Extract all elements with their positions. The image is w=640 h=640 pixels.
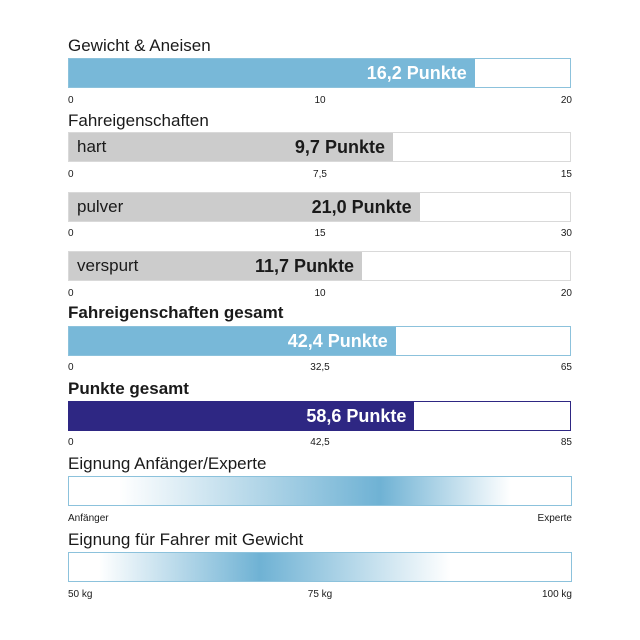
bar-total — [68, 401, 571, 431]
tick-label: 0 — [68, 288, 74, 299]
tick-label: 75 kg — [307, 589, 333, 600]
bar-weight — [68, 58, 571, 88]
chart-title-riding: Fahreigenschaften — [68, 111, 209, 130]
bar-value-label: 42,4 Punkte — [287, 330, 388, 351]
chart-title-total: Punkte gesamt — [68, 379, 189, 398]
bar-value-label: 58,6 Punkte — [306, 405, 407, 426]
tick-label: 10 — [314, 95, 326, 106]
tick-label: 0 — [68, 169, 74, 180]
tick-label: 15 — [314, 228, 326, 239]
chart-title-weight: Gewicht & Aneisen — [68, 36, 211, 55]
tick-label: 0 — [68, 95, 74, 106]
tick-label: 30 — [560, 228, 572, 239]
bar-value-label: 9,7 Punkte — [294, 136, 385, 157]
bar-riding-total — [68, 326, 571, 356]
tick-label: 32,5 — [310, 362, 330, 373]
tick-label: 20 — [560, 288, 572, 299]
bar-fill-total — [69, 402, 414, 430]
bar-value-label: 16,2 Punkte — [366, 62, 467, 83]
tick-label: 0 — [68, 228, 74, 239]
bar-category-label: hart — [77, 137, 107, 156]
tick-label: 15 — [560, 169, 572, 180]
tick-label: 20 — [560, 95, 572, 106]
tick-label: 0 — [68, 362, 74, 373]
bar-value-label: 21,0 Punkte — [311, 196, 412, 217]
bar-fill-hart — [69, 133, 393, 161]
tick-label: 42,5 — [310, 437, 330, 448]
tick-label: 85 — [560, 437, 572, 448]
bar-hart — [68, 132, 571, 162]
chart-title-rider-weight: Eignung für Fahrer mit Gewicht — [68, 530, 304, 549]
bar-fill-riding-total — [69, 327, 396, 355]
bar-verspurt — [68, 251, 571, 281]
bar-value-label: 11,7 Punkte — [255, 255, 355, 276]
chart-title-experience: Eignung Anfänger/Experte — [68, 454, 267, 473]
tick-label: 100 kg — [541, 589, 572, 600]
rider-weight-gradient-scale — [68, 552, 572, 582]
tick-label: 65 — [560, 362, 572, 373]
chart-title-riding-total: Fahreigenschaften gesamt — [68, 303, 284, 322]
bar-pulver — [68, 192, 571, 222]
bar-fill-weight — [69, 59, 475, 87]
tick-label: 50 kg — [68, 589, 93, 600]
tick-label: 0 — [68, 437, 74, 448]
bar-category-label: verspurt — [77, 256, 139, 275]
tick-label: 7,5 — [313, 169, 327, 180]
scale-label-beginner: Anfänger — [68, 513, 109, 524]
experience-gradient-scale — [68, 476, 572, 506]
scale-label-expert: Experte — [537, 513, 572, 524]
bar-category-label: pulver — [77, 197, 124, 216]
tick-label: 10 — [314, 288, 326, 299]
